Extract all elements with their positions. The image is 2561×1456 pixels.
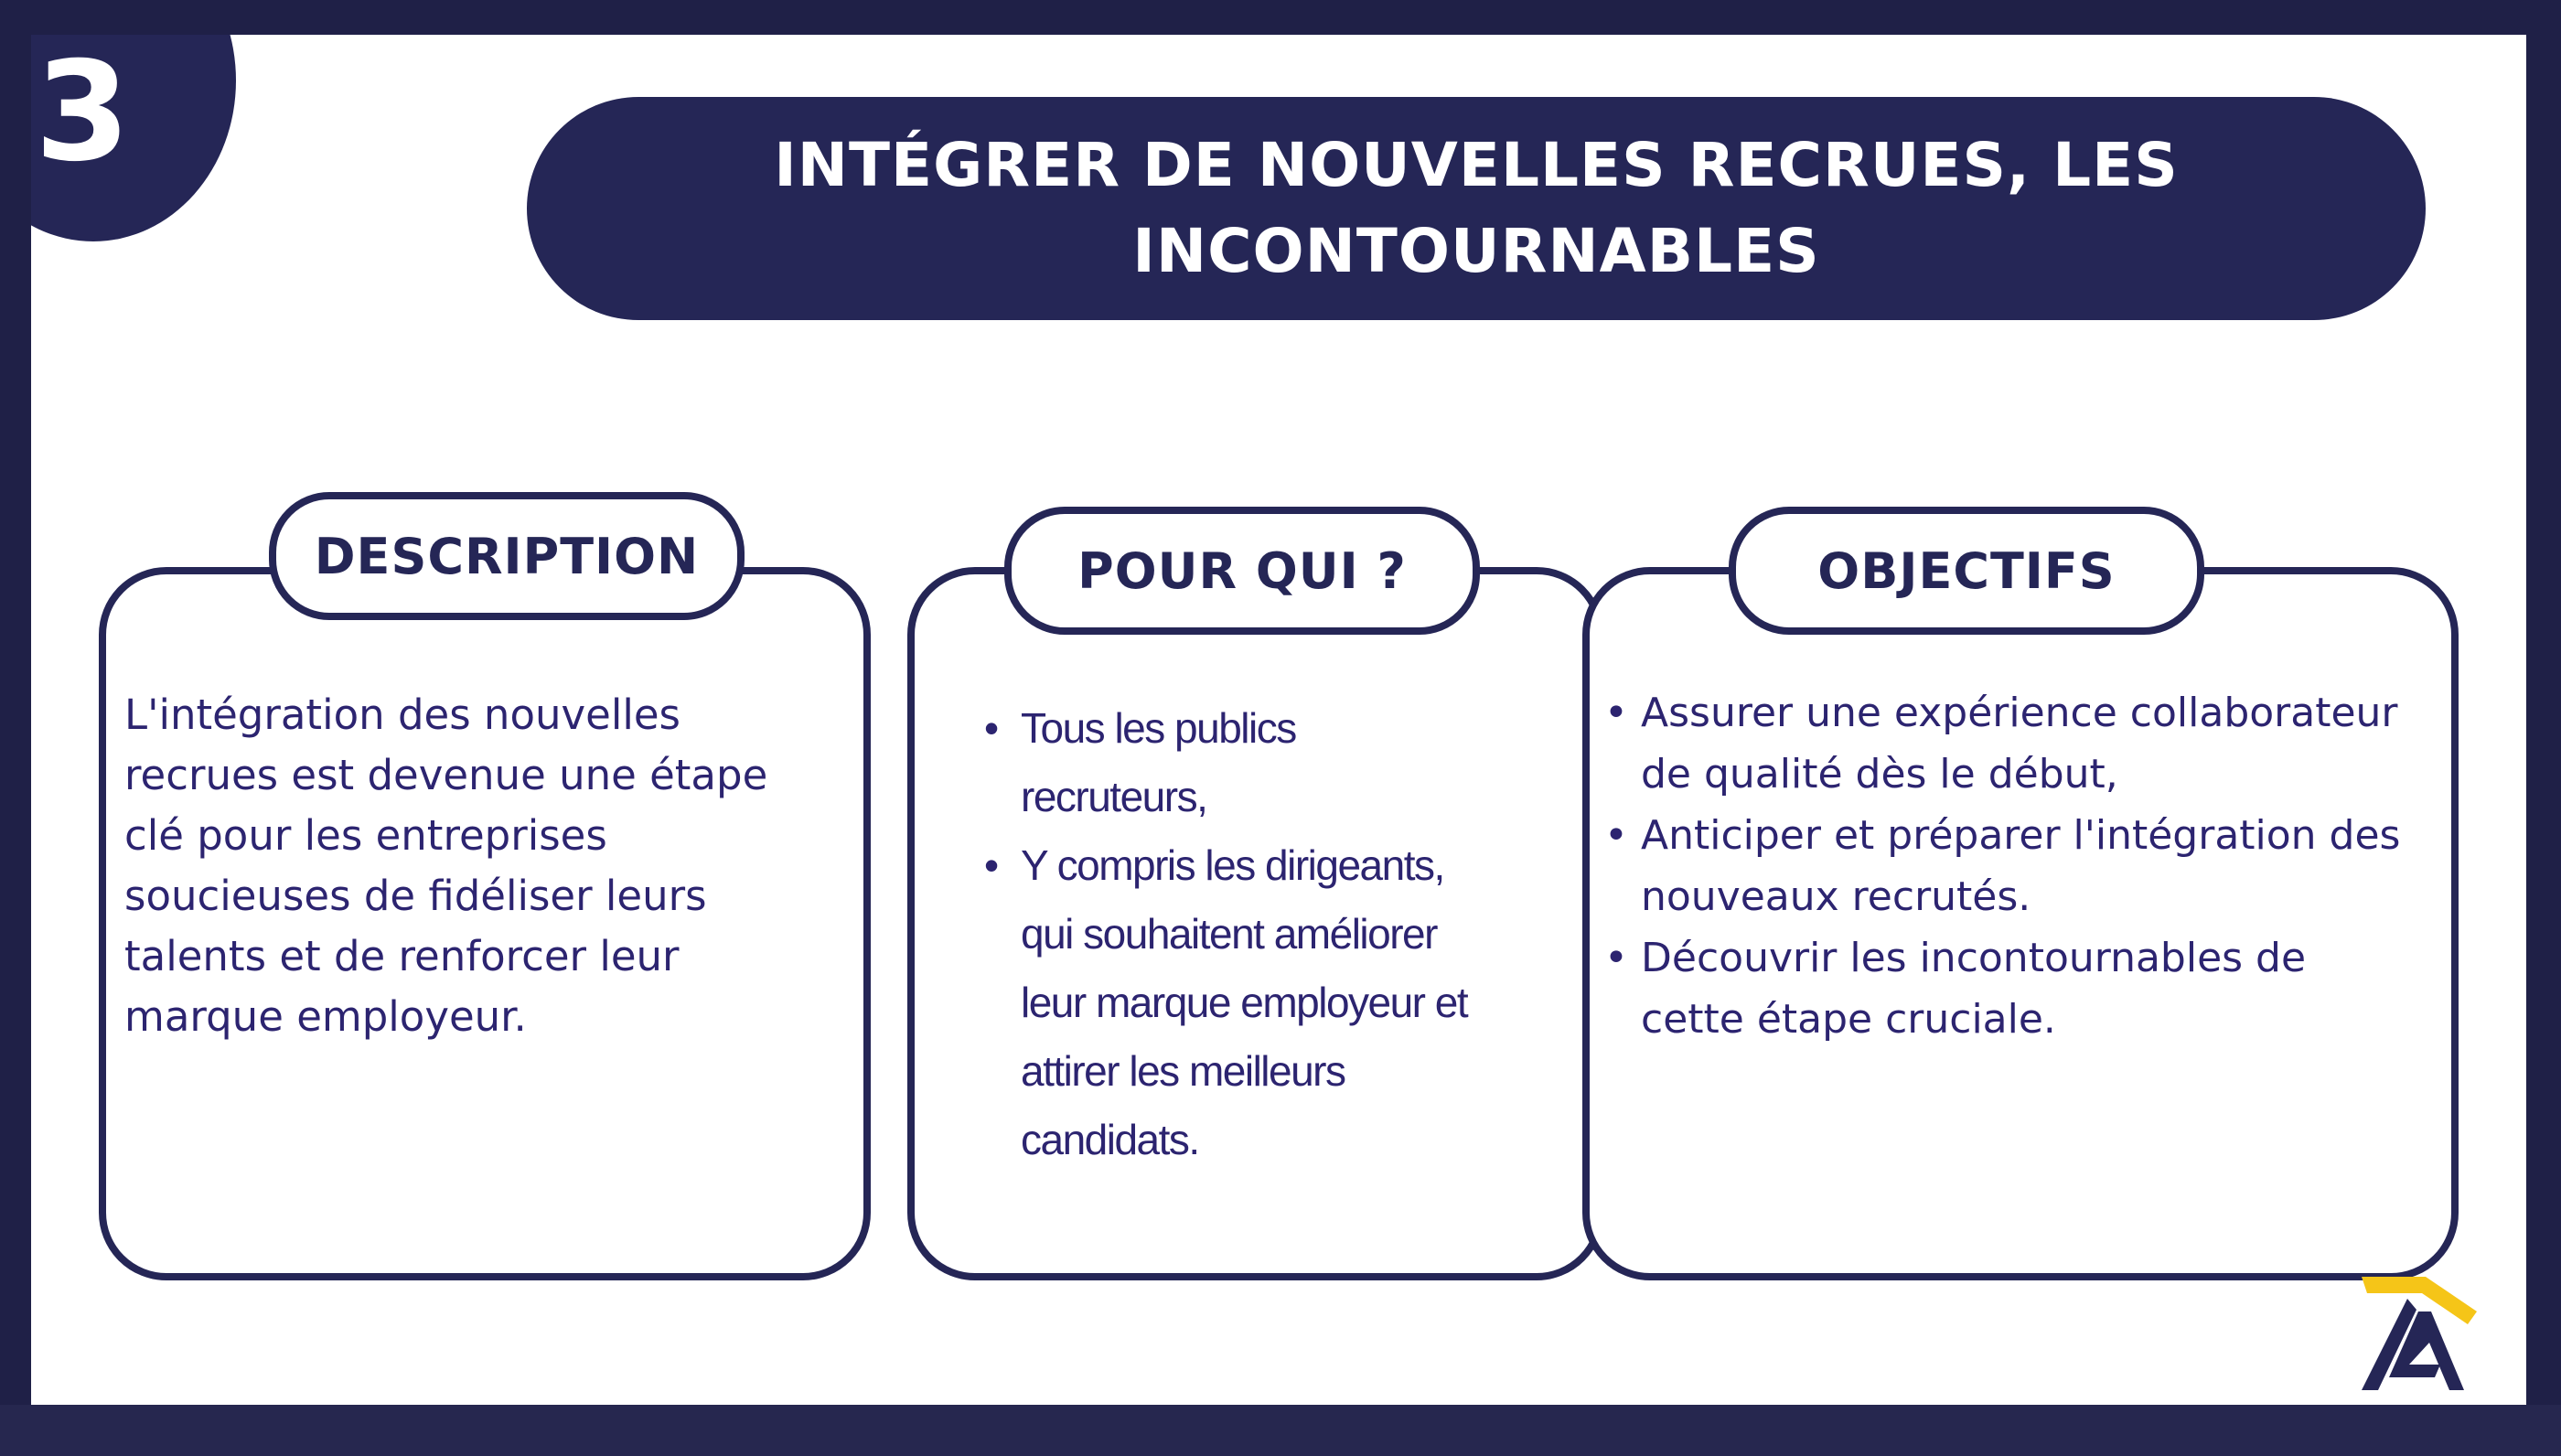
bullet-icon: •: [1604, 690, 1628, 736]
description-line: recrues est devenue une étape: [124, 751, 768, 799]
list-item: • Assurer une expérience collaborateur: [1641, 682, 2400, 744]
title-line-2: INCONTOURNABLES: [1132, 216, 1820, 286]
description-line: soucieuses de fidéliser leurs: [124, 872, 707, 920]
description-line: talents et de renforcer leur: [124, 932, 680, 980]
slide: [31, 35, 2526, 1405]
list-item-continuation: qui souhaitent améliorer: [1021, 910, 1437, 958]
list-item-continuation: attirer les meilleurs: [1021, 1047, 1345, 1095]
list-item-continuation: leur marque employeur et: [1021, 979, 1468, 1026]
description-line: marque employeur.: [124, 992, 527, 1041]
bullet-icon: •: [984, 841, 998, 889]
bullet-icon: •: [984, 704, 998, 752]
pour-qui-tab: [1004, 507, 1480, 635]
list-item-continuation: candidats.: [1021, 1116, 1199, 1163]
pour-qui-list: [984, 694, 1468, 1174]
section-number-badge: [31, 35, 236, 241]
brand-logo-icon: [2362, 1273, 2490, 1390]
description-line: L'intégration des nouvelles: [124, 691, 680, 739]
description-tab: [269, 492, 745, 620]
objectifs-tab: [1729, 507, 2204, 635]
objectifs-label: OBJECTIFS: [1817, 541, 2116, 600]
description-label: DESCRIPTION: [314, 527, 700, 585]
list-item-continuation: recruteurs,: [1021, 773, 1207, 820]
list-item: • Découvrir les incontournables de: [1641, 927, 2400, 989]
bullet-icon: •: [1604, 812, 1628, 859]
list-item: • Tous les publics: [1021, 694, 1467, 763]
list-item-continuation: de qualité dès le début,: [1641, 751, 2118, 798]
bullet-icon: •: [1604, 935, 1628, 981]
section-number: 3: [35, 35, 131, 192]
list-item: • Anticiper et préparer l'intégration des: [1641, 805, 2400, 866]
bottom-bar: [0, 1405, 2561, 1456]
description-line: clé pour les entreprises: [124, 811, 607, 860]
list-item: • Y compris les dirigeants,: [1021, 831, 1467, 900]
pour-qui-label: POUR QUI ?: [1077, 541, 1407, 600]
title-banner: [527, 97, 2426, 320]
list-item-continuation: nouveaux recrutés.: [1641, 873, 2031, 920]
title-line-1: INTÉGRER DE NOUVELLES RECRUES, LES: [774, 130, 2179, 200]
objectifs-list: [1604, 682, 2401, 1050]
list-item-continuation: cette étape cruciale.: [1641, 996, 2056, 1043]
